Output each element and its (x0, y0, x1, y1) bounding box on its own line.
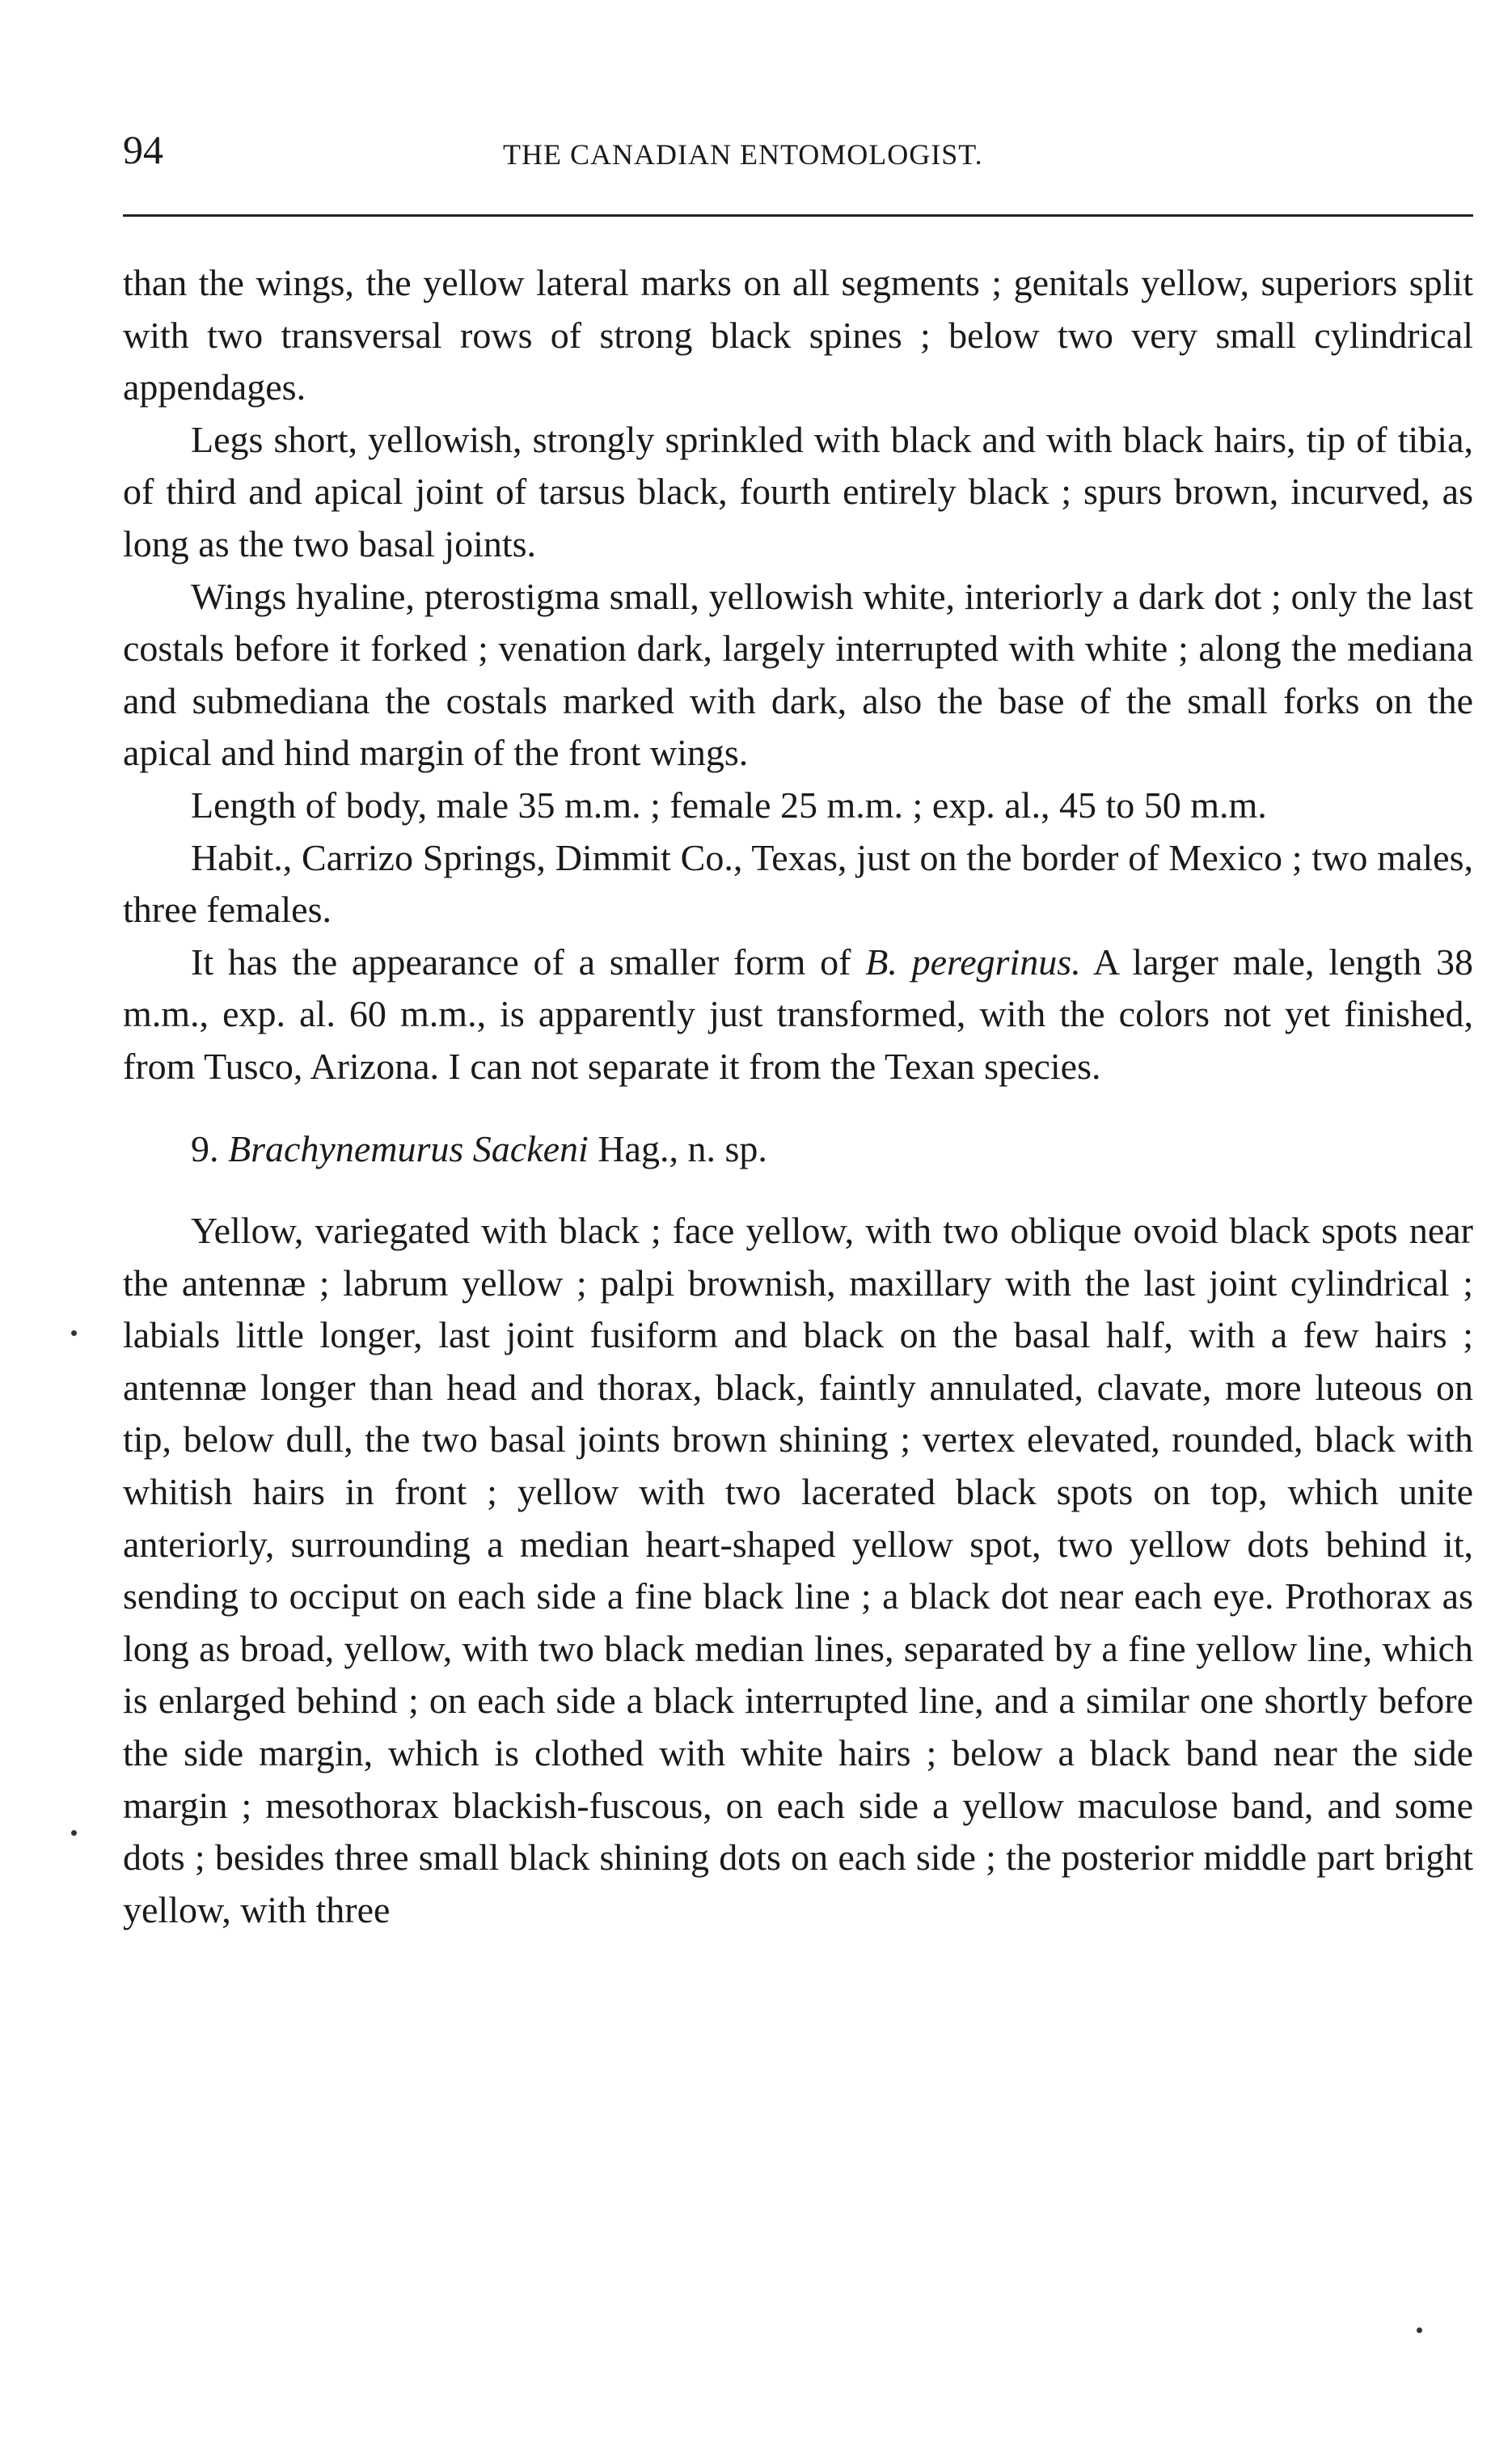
appearance-text-start: It has the appearance of a smaller form of (191, 941, 866, 983)
margin-speck (1417, 2327, 1422, 2333)
paragraph-legs: Legs short, yellowish, strongly sprinkled with black and with black hairs, tip of tibia, of third and apical joint of tarsus black, fourth entirely black ; spurs brown, incurved, as long as the two basal joints. (123, 418, 1473, 564)
species-number: 9. (191, 1127, 228, 1169)
margin-speck (71, 1330, 77, 1336)
paragraph-habitat: Habit., Carrizo Springs, Dimmit Co., Texas, just on the border of Mexico ; two males, three females. (123, 836, 1473, 931)
appearance-text-end: A larger male, length 38 m.m., exp. al. 60 m.m., is apparently just transformed, with the colors not yet finished, from Tusco, Arizona. I can not separate it from the Texan species. (123, 941, 1473, 1087)
paragraph-appearance (123, 936, 1473, 1093)
paragraph-length: Length of body, male 35 m.m. ; female 25 m.m. ; exp. al., 45 to 50 m.m. (191, 784, 1267, 826)
margin-speck (71, 1830, 77, 1836)
body-text (123, 257, 1473, 1936)
species-heading (123, 1123, 1473, 1176)
running-title: THE CANADIAN ENTOMOLOGIST. (503, 138, 983, 171)
paragraph-continuation: than the wings, the yellow lateral marks on all segments ; genitals yellow, superiors split with two transversal rows of strong black spines ; below two very small cylindrical appendages. (123, 262, 1473, 408)
species-name-sackeni: Brachynemurus Sackeni (228, 1127, 589, 1169)
header-rule (123, 214, 1473, 217)
page-header (123, 121, 1473, 178)
species-name-peregrinus: B. peregrinus. (865, 941, 1081, 983)
paragraph-wings: Wings hyaline, pterostigma small, yellowish white, interiorly a dark dot ; only the last costals before it forked ; venation dark, largely interrupted with white ; along the mediana and submediana the costals marked with dark, also the base of the small forks on the apical and hind margin of the front wings. (123, 575, 1473, 774)
paragraph-description: Yellow, variegated with black ; face yellow, with two oblique ovoid black spots near the antennæ ; labrum yellow ; palpi brownish, maxillary with the last joint cylindrical ; labials little longer, last joint fusiform and black on the basal half, with a few hairs ; antennæ longer than head and thorax, black, faintly annulated, clavate, more luteous on tip, below dull, the two basal joints brown shining ; vertex elevated, rounded, black with whitish hairs in front ; yellow with two lacerated black spots on top, which unite anteriorly, surrounding a median heart-shaped yellow spot, two yellow dots behind it, sending to occiput on each side a fine black line ; a black dot near each eye. Prothorax as long as broad, yellow, with two black median lines, separated by a fine yellow line, which is enlarged behind ; on each side a black interrupted line, and a similar one shortly before the side margin, which is clothed with white hairs ; below a black band near the side margin ; mesothorax blackish-fuscous, on each side a yellow maculose band, and some dots ; besides three small black shining dots on each side ; the posterior middle part bright yellow, with three (123, 1210, 1473, 1930)
page-number: 94 (123, 127, 163, 172)
species-authority: Hag., n. sp. (588, 1127, 767, 1169)
